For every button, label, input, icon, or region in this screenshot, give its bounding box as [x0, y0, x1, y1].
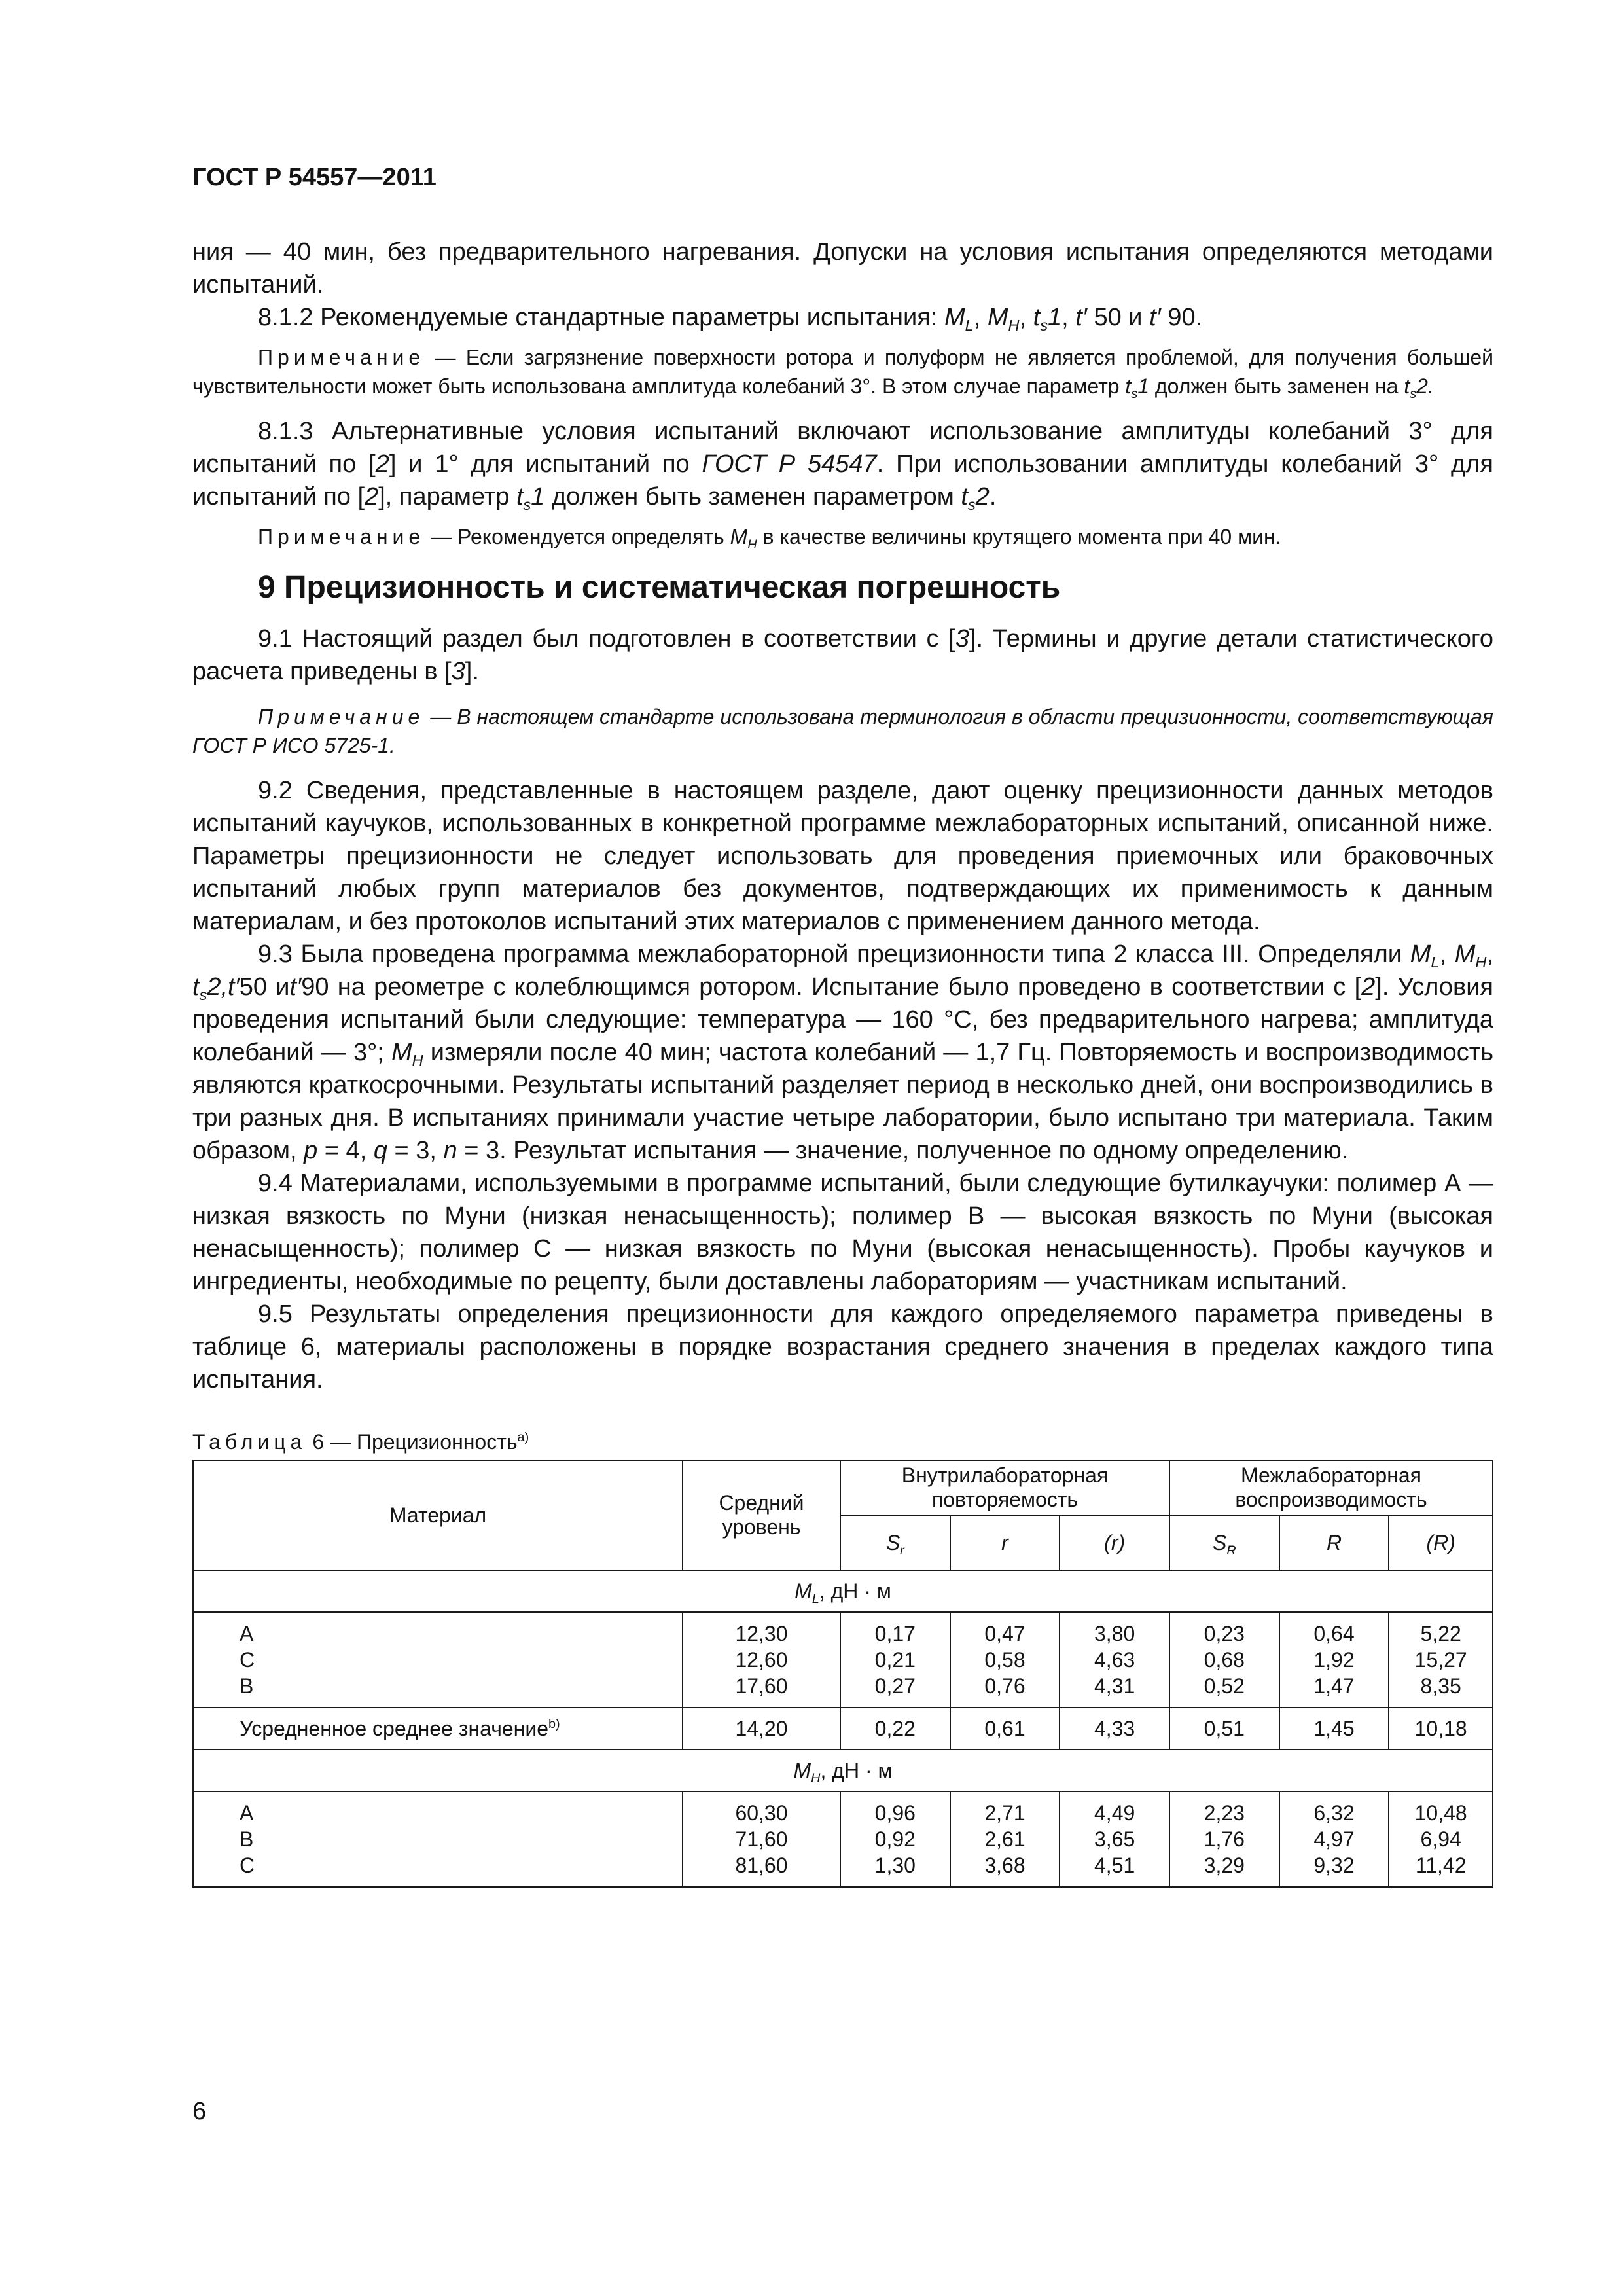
SR-cell: 2,23 1,76 3,29: [1169, 1791, 1279, 1887]
sr-cell: 0,17 0,21 0,27: [840, 1612, 950, 1708]
note-2: Примечание — Рекомендуется определять $M_H$ в качестве величины крутящего момента при 40 мин.: [258, 525, 1281, 552]
group-label-row: [193, 1570, 1493, 1612]
average-SR: 0,51: [1169, 1708, 1279, 1749]
header-SR: $S_R$: [1169, 1515, 1279, 1570]
R-cell: 0,64 1,92 1,47: [1279, 1612, 1389, 1708]
average-sr: 0,22: [840, 1708, 950, 1749]
SR-cell: 0,23 0,68 0,52: [1169, 1612, 1279, 1708]
note-3: Примечание — В настоящем стандарте использована терминология в области прецизионности, соответствующая ГОСТ Р ИСО 5725-1.: [192, 705, 1493, 757]
average-row: [193, 1708, 1493, 1749]
paragraph-9-3: 9.3 Была проведена программа межлабораторной прецизионности типа 2 класса III. Определяли $M_L$, $M_H$, $t_s2,t'50$ иt′90 на реометре с колеблющимся ротором. Испытание было проведено в соответствии с [2]. Условия проведения испытаний были следующие: температура — 160 °С, без предварительного нагрева; амплитуда колебаний — 3°; $M_H$ измеряли после 40 мин; частота колебаний — 1,7 Гц. Повторяемость и воспроизводимость являются краткосрочными. Результаты испытаний разделяет период в несколько дней, они воспроизводились в три разных дня. В испытаниях принимали участие четыре лаборатории, было испытано три материала. Таким образом, p = 4, q = 3, n = 3. Результат испытания — значение, полученное по одному определению.: [192, 941, 1493, 1164]
mean-cell: 12,30 12,60 17,60: [683, 1612, 840, 1708]
header-mean: Средний уровень: [683, 1460, 840, 1570]
page-number: 6: [192, 2098, 207, 2125]
average-R-percent: 10,18: [1389, 1708, 1493, 1749]
paragraph-8-1-2: 8.1.2 Рекомендуемые стандартные параметры испытания: $M_L$, $M_H$, $t_s1$, t′ 50 и t′ 90.: [258, 304, 1203, 334]
R-percent-cell: 10,48 6,94 11,42: [1389, 1791, 1493, 1887]
r-percent-cell: 3,80 4,63 4,31: [1060, 1612, 1169, 1708]
sr-cell: 0,96 0,92 1,30: [840, 1791, 950, 1887]
header-R: R: [1279, 1515, 1389, 1570]
group-label-row: [193, 1749, 1493, 1791]
average-r: 0,61: [950, 1708, 1060, 1749]
table-data-row: [193, 1612, 1493, 1708]
standard-header: ГОСТ Р 54557—2011: [192, 164, 437, 191]
group-label-mh: $M_H$, дН · м: [193, 1749, 1493, 1791]
r-cell: 0,47 0,58 0,76: [950, 1612, 1060, 1708]
table-header-row: [193, 1460, 1493, 1515]
r-percent-cell: 4,49 3,65 4,51: [1060, 1791, 1169, 1887]
paragraph-9-2: 9.2 Сведения, представленные в настоящем разделе, дают оценку прецизионности данных методов испытаний каучуков, использованных в конкретной программе межлабораторных испытаний, описанной ниже. Параметры прецизионности не следует использовать для проведения приемочных или браковочных испытаний любых групп материалов без документов, подтверждающих их применимость к данным материалам, и без протоколов испытаний этих материалов с применением данного метода.: [192, 777, 1493, 935]
continued-paragraph: ния — 40 мин, без предварительного нагревания. Допуски на условия испытания определяются методами испытаний.: [192, 238, 1493, 298]
page-content: [192, 236, 1493, 1888]
paragraph-8-1-3: 8.1.3 Альтернативные условия испытаний включают использование амплитуды колебаний 3° для испытаний по [2] и 1° для испытаний по ГОСТ Р 54547. При использовании амплитуды колебаний 3° для испытаний по [2], параметр $t_s1$ должен быть заменен параметром $t_s2$.: [192, 418, 1493, 514]
R-percent-cell: 5,22 15,27 8,35: [1389, 1612, 1493, 1708]
material-cell: A C B: [193, 1612, 683, 1708]
header-repeatability: Внутрилабораторная повторяемость: [840, 1460, 1169, 1515]
header-r: r: [950, 1515, 1060, 1570]
average-label: Усредненное среднее значение$^{b)}$: [193, 1708, 683, 1749]
paragraph-9-4: 9.4 Материалами, используемыми в программе испытаний, были следующие бутилкаучуки: полимер А — низкая вязкость по Муни (низкая ненасыщенность); полимер В — высокая вязкость по Муни (высокая ненасыщенность); полимер С — низкая вязкость по Муни (высокая ненасыщенность). Пробы каучуков и ингредиенты, необходимые по рецепту, были доставлены лабораториям — участникам испытаний.: [192, 1170, 1493, 1295]
paragraph-9-1: 9.1 Настоящий раздел был подготовлен в соответствии с [3]. Термины и другие детали статистического расчета приведены в [3].: [192, 625, 1493, 685]
header-R-percent: (R): [1389, 1515, 1493, 1570]
average-mean: 14,20: [683, 1708, 840, 1749]
precision-table: [192, 1460, 1493, 1888]
r-cell: 2,71 2,61 3,68: [950, 1791, 1060, 1887]
R-cell: 6,32 4,97 9,32: [1279, 1791, 1389, 1887]
section-9-heading: 9 Прецизионность и систематическая погрешность: [258, 570, 1061, 605]
group-label-ml: $M_L$, дН · м: [193, 1570, 1493, 1612]
average-r-percent: 4,33: [1060, 1708, 1169, 1749]
header-reproducibility: Межлабораторная воспроизводимость: [1169, 1460, 1493, 1515]
header-material: Материал: [193, 1460, 683, 1570]
material-cell: A B C: [193, 1791, 683, 1887]
table-data-row: [193, 1791, 1493, 1887]
paragraph-9-5: 9.5 Результаты определения прецизионности для каждого определяемого параметра приведены в таблице 6, материалы расположены в порядке возрастания среднего значения в пределах каждого типа испытания.: [192, 1300, 1493, 1393]
average-R: 1,45: [1279, 1708, 1389, 1749]
note-1: Примечание — Если загрязнение поверхности ротора и полуформ не является проблемой, для получения большей чувствительности может быть использована амплитуда колебаний 3°. В этом случае параметр $t_s1$ должен быть заменен на $t_s2$.: [192, 346, 1493, 401]
table-caption: Таблица 6 — Прецизионность$^{a)}$: [192, 1430, 529, 1454]
header-sr: $S_r$: [840, 1515, 950, 1570]
header-r-percent: (r): [1060, 1515, 1169, 1570]
mean-cell: 60,30 71,60 81,60: [683, 1791, 840, 1887]
